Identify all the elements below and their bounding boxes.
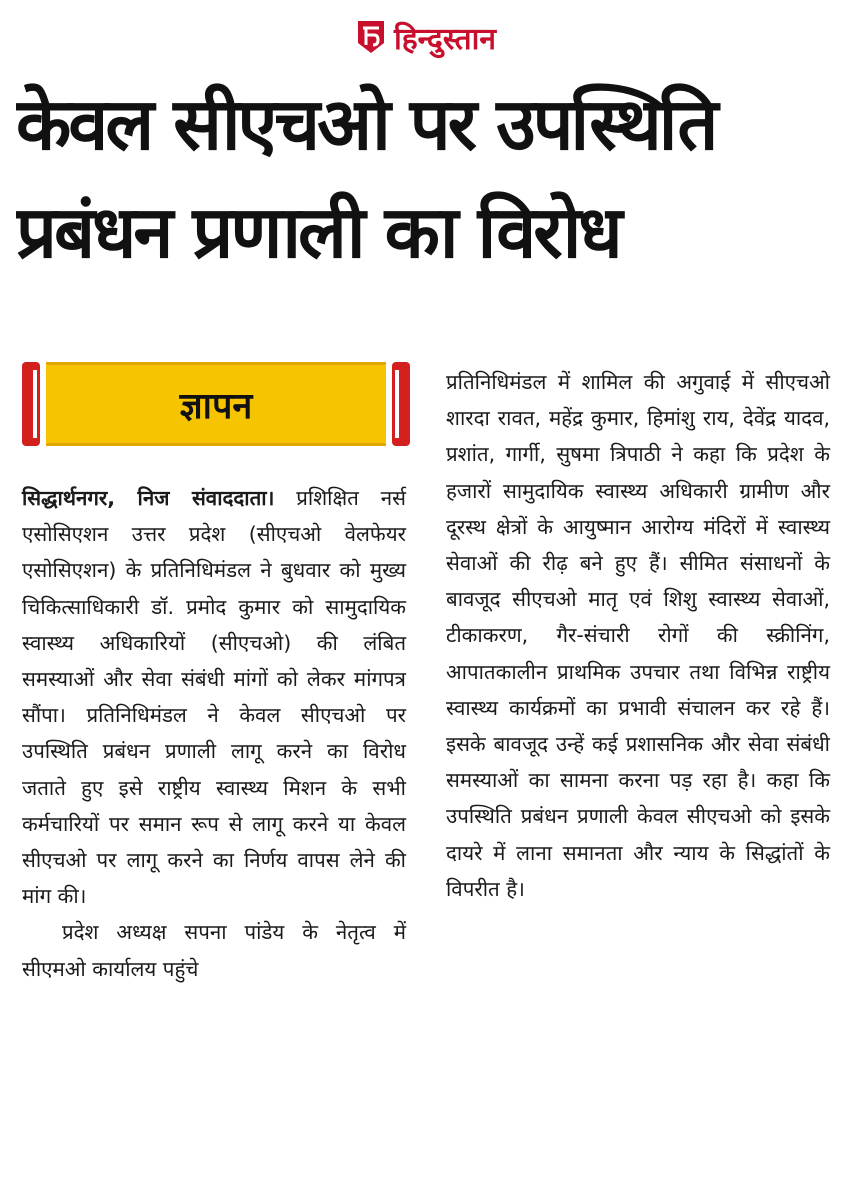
banner-bar — [46, 362, 386, 446]
article-paragraph-2: प्रदेश अध्यक्ष सपना पांडेय के नेतृत्व में सीएमओ कार्यालय पहुंचे — [22, 920, 406, 981]
banner-right-cap — [392, 362, 410, 446]
headline-line-2: प्रबंधन प्रणाली का विरोध — [16, 190, 620, 274]
article-column-right — [446, 364, 830, 907]
article-column-left — [22, 480, 406, 987]
article-paragraph-1-text: प्रशिक्षित नर्स एसोसिएशन उत्तर प्रदेश (सीएचओ वेलफेयर एसोसिएशन) के प्रतिनिधिमंडल ने बुधवार को मुख्य चिकित्साधिकारी डॉ. प्रमोद कुमार को सामुदायिक स्वास्थ्य अधिकारियों (सीएचओ) की लंबित समस्याओं और सेवा संबंधी मांगों को लेकर मांगपत्र सौंपा। प्रतिनिधिमंडल ने केवल सीएचओ पर उपस्थिति प्रबंधन प्रणाली लागू करने का विरोध जताते हुए इसे राष्ट्रीय स्वास्थ्य मिशन के सभी कर्मचारियों पर समान रूप से लागू करने या केवल सीएचओ पर लागू करने का निर्णय वापस लेने की मांग की। — [22, 486, 406, 909]
headline-line-1: केवल सीएचओ पर उपस्थिति — [16, 82, 716, 166]
masthead-name: हिन्दुस्तान — [393, 21, 497, 57]
article-paragraph-1 — [22, 480, 406, 914]
masthead — [0, 14, 852, 60]
dateline: सिद्धार्थनगर, निज संवाददाता। — [22, 486, 275, 510]
article-paragraph-3: प्रतिनिधिमंडल में शामिल की अगुवाई में सीएचओ शारदा रावत, महेंद्र कुमार, हिमांशु राय, देवेंद्र यादव, प्रशांत, गार्गी, सुषमा त्रिपाठी ने कहा कि प्रदेश के हजारों सामुदायिक स्वास्थ्य अधिकारी ग्रामीण और दूरस्थ क्षेत्रों के आयुष्मान आरोग्य मंदिरों में स्वास्थ्य सेवाओं की रीढ़ बने हुए हैं। सीमित संसाधनों के बावजूद सीएचओ मातृ एवं शिशु स्वास्थ्य सेवाओं, टीकाकरण, गैर-संचारी रोगों की स्क्रीनिंग, आपातकालीन प्राथमिक उपचार तथा विभिन्न राष्ट्रीय स्वास्थ्य कार्यक्रमों का प्रभावी संचालन कर रहे हैं। इसके बावजूद उन्हें कई प्रशासनिक और सेवा संबंधी समस्याओं का सामना करना पड़ रहा है। कहा कि उपस्थिति प्रबंधन प्रणाली केवल सीएचओ को इसके दायरे में लाना समानता और न्याय के सिद्धांतों के विपरीत है। — [446, 370, 830, 901]
banner-label: ज्ञापन — [179, 385, 253, 427]
banner-left-cap — [22, 362, 40, 446]
hindustan-logo-icon — [356, 19, 386, 55]
headline — [16, 70, 840, 286]
section-banner — [22, 362, 410, 446]
